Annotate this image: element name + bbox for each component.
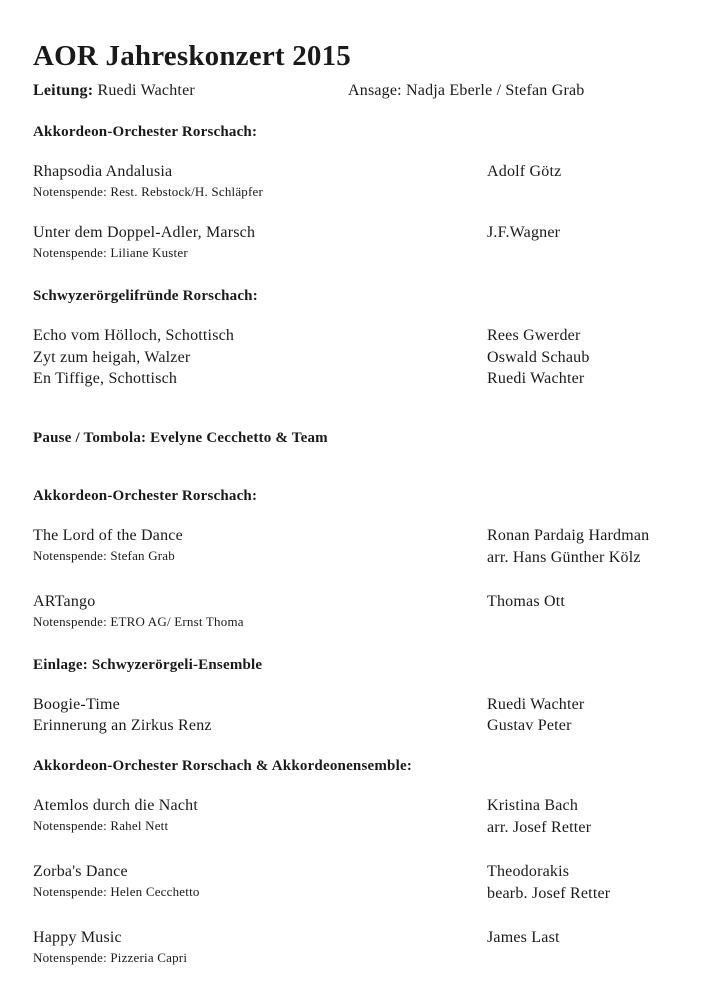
piece-left [33,795,487,839]
piece-row [33,795,682,839]
piece-composer: Gustav Peter [487,717,572,734]
piece-title: Zyt zum heigah, Walzer [33,348,191,366]
section-orchester-und-ensemble [33,756,682,966]
piece-title: Erinnerung an Zirkus Renz [33,717,212,734]
piece-title: Happy Music [33,928,122,946]
piece-title: ARTango [33,592,96,610]
piece-left [33,591,487,630]
piece-right [487,927,682,966]
leitung-value: Ruedi Wachter [97,82,195,99]
piece-composer: James Last [487,928,560,946]
piece-composer: Rees Gwerder [487,327,581,344]
piece-note: Notenspende: Stefan Grab [33,547,175,563]
piece-composer: Ruedi Wachter [487,370,585,387]
section-heading: Schwyzerörgelifründe Rorschach: [33,288,258,304]
piece-row [33,347,682,369]
piece-row [33,525,682,569]
piece-row [33,715,682,737]
piece-title: Zorba's Dance [33,862,128,880]
meta-row [33,81,682,101]
piece-note: Notenspende: Helen Cecchetto [33,883,200,899]
piece-right [487,525,682,569]
piece-note: Notenspende: ETRO AG/ Ernst Thoma [33,613,244,629]
piece-title: Echo vom Hölloch, Schottisch [33,327,235,344]
piece-title: Unter dem Doppel-Adler, Marsch [33,224,256,241]
section-schwyzeroergelifruende [33,286,682,390]
piece-composer: Theodorakis [487,862,570,880]
piece-row [33,927,682,966]
piece-row [33,694,682,716]
piece-row [33,368,682,390]
piece-composer: Kristina Bach [487,796,579,814]
section-heading: Einlage: Schwyzerörgeli-Ensemble [33,656,263,673]
leitung-line [33,81,348,101]
piece-right [487,161,682,200]
piece-left [33,861,487,905]
piece-title: Boogie-Time [33,695,120,713]
piece-arranger: arr. Hans Günther Kölz [487,548,641,566]
leitung-label: Leitung: [33,82,94,99]
ansage-line: Ansage: Nadja Eberle / Stefan Grab [348,82,585,99]
piece-row [33,325,682,347]
piece-arranger: bearb. Josef Retter [487,884,611,902]
section-heading: Akkordeon-Orchester Rorschach: [33,124,258,140]
section-heading: Akkordeon-Orchester Rorschach: [33,487,258,504]
section-akkordeon-orchester-1 [33,122,682,261]
piece-row [33,591,682,630]
piece-note: Notenspende: Pizzeria Capri [33,949,188,965]
piece-composer: Thomas Ott [487,592,565,610]
piece-row [33,161,682,200]
piece-right [487,222,682,261]
piece-right [487,861,682,905]
section-pause-tombola [33,428,682,448]
piece-right [487,795,682,839]
piece-composer: Oswald Schaub [487,348,590,366]
section-heading: Akkordeon-Orchester Rorschach & Akkordeonensemble: [33,757,413,774]
piece-right [487,591,682,630]
section-akkordeon-orchester-2 [33,486,682,630]
piece-left [33,525,487,569]
piece-note: Notenspende: Liliane Kuster [33,245,188,260]
page-title: AOR Jahreskonzert 2015 [33,40,352,72]
piece-title: En Tiffige, Schottisch [33,370,178,387]
piece-arranger: arr. Josef Retter [487,818,592,836]
piece-composer: Adolf Götz [487,163,562,180]
piece-left [33,927,487,966]
piece-note: Notenspende: Rahel Nett [33,817,169,833]
piece-left [33,222,487,261]
section-einlage-ensemble [33,655,682,737]
interlude-heading: Pause / Tombola: Evelyne Cecchetto & Team [33,429,328,446]
piece-row [33,222,682,261]
piece-note: Notenspende: Rest. Rebstock/H. Schläpfer [33,184,264,199]
piece-title: The Lord of the Dance [33,526,183,544]
piece-title: Rhapsodia Andalusia [33,163,173,180]
piece-composer: J.F.Wagner [487,224,561,241]
piece-composer: Ronan Pardaig Hardman [487,526,650,544]
piece-left [33,161,487,200]
piece-title: Atemlos durch die Nacht [33,796,198,814]
piece-composer: Ruedi Wachter [487,695,585,713]
piece-row [33,861,682,905]
